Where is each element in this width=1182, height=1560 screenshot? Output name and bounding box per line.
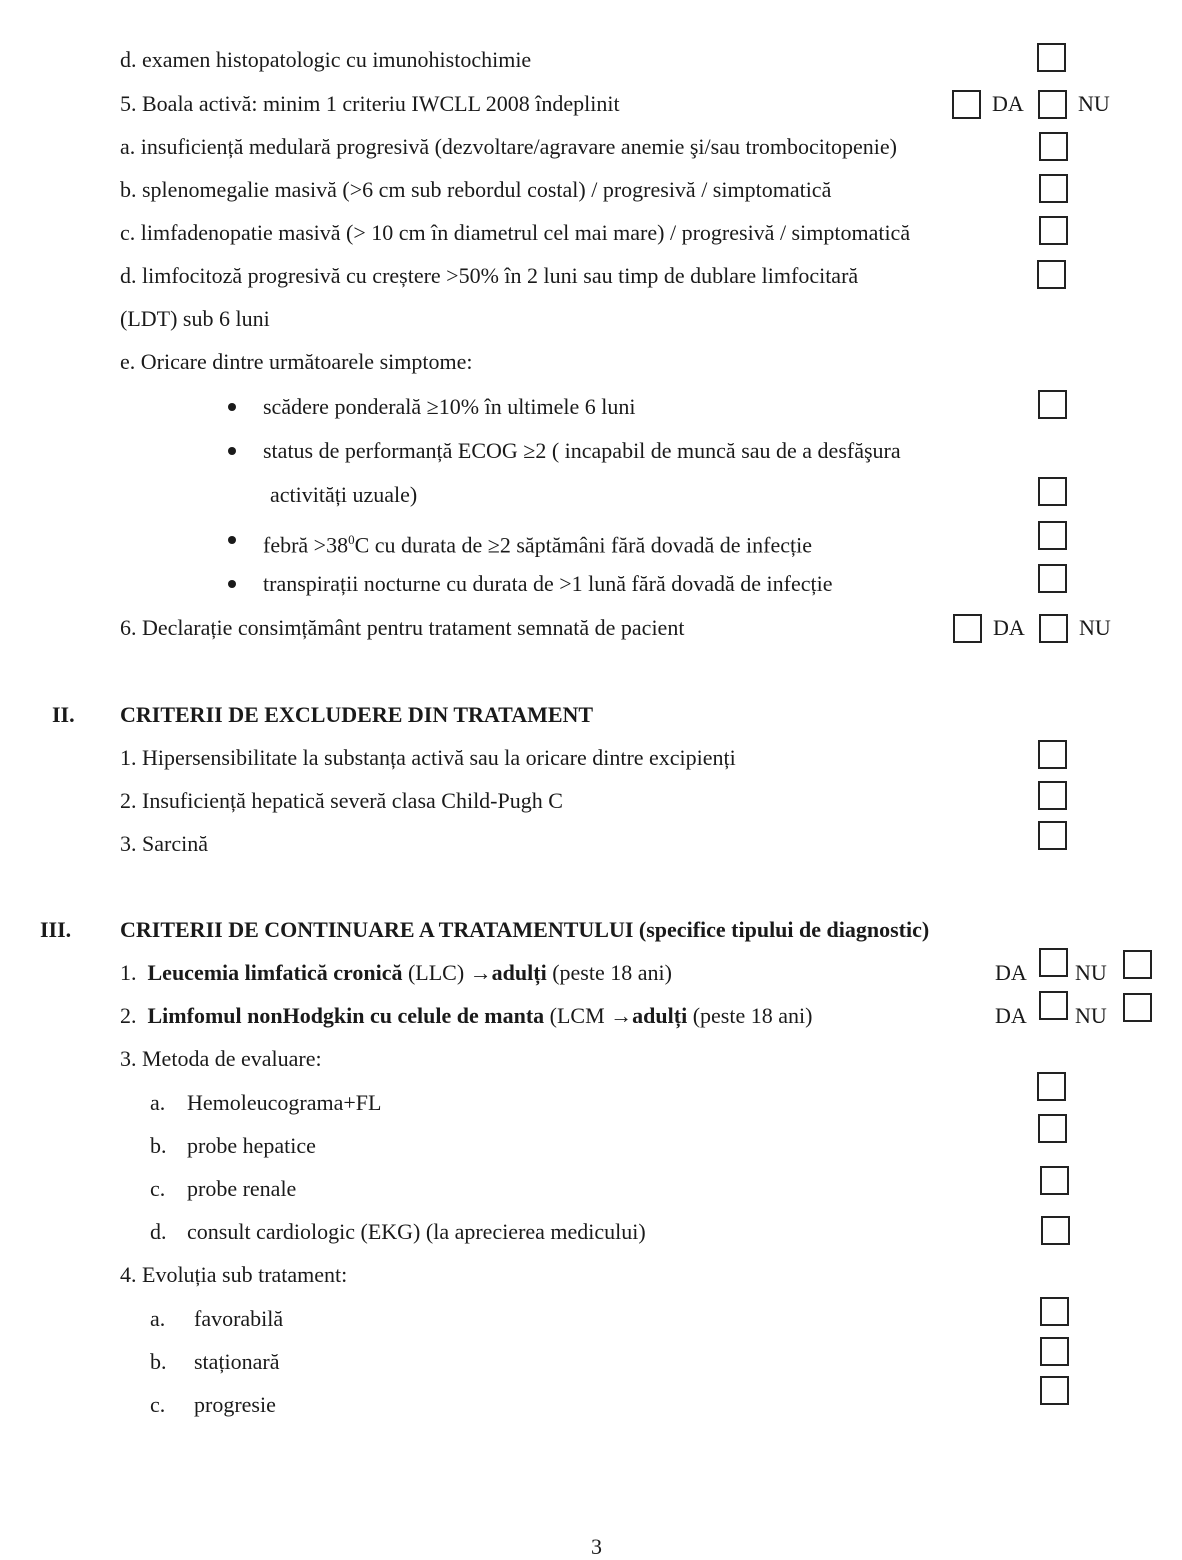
label-nu: NU [1079, 615, 1111, 640]
checkbox-evolution-c[interactable] [1040, 1376, 1069, 1405]
checkbox-llc-nu[interactable] [1123, 950, 1152, 979]
checkbox-eval-a[interactable] [1037, 1072, 1066, 1101]
checkbox-lcm-da[interactable] [1039, 991, 1068, 1020]
label-da: DA [993, 615, 1025, 640]
checkbox-evolution-b[interactable] [1040, 1337, 1069, 1366]
symptom-night-sweats: transpirații nocturne cu durata de >1 lună fără dovadă de infecție [263, 571, 833, 596]
item-5c: c. limfadenopatie masivă (> 10 cm în diametrul cel mai mare) / progresivă / simptomatică [120, 220, 911, 245]
label-da: DA [995, 960, 1027, 985]
checkbox-6-da[interactable] [953, 614, 982, 643]
checkbox-6-nu[interactable] [1039, 614, 1068, 643]
eval-letter: b. [150, 1133, 167, 1158]
section-ii-numeral: II. [52, 702, 75, 727]
checkbox-5b[interactable] [1039, 174, 1068, 203]
symptom-ecog-line2: activități uzuale) [270, 482, 418, 507]
item-5: 5. Boala activă: minim 1 criteriu IWCLL 2008 îndeplinit [120, 91, 620, 116]
checkbox-lcm-nu[interactable] [1123, 993, 1152, 1022]
symptom-fever: febră $>38^0C$ cu durata de ≥2 săptămâni fără dovadă de infecție [263, 532, 812, 558]
item-5d-line2: (LDT) sub 6 luni [120, 306, 270, 331]
label-da: DA [992, 91, 1024, 116]
checkbox-eval-d[interactable] [1041, 1216, 1070, 1245]
continuation-item-lcm: 2. Limfomul nonHodgkin cu celule de manta (LCM →adulți (peste 18 ani) [120, 1003, 813, 1028]
checkbox-5d[interactable] [1037, 260, 1066, 289]
symptom-ecog-line1: status de performanță ECOG ≥2 ( incapabil de muncă sau de a desfăşura [263, 438, 901, 463]
section-iii-numeral: III. [40, 917, 72, 942]
checkbox-4d[interactable] [1037, 43, 1066, 72]
section-ii-title: CRITERII DE EXCLUDERE DIN TRATAMENT [120, 702, 594, 727]
evolution-item: favorabilă [194, 1306, 284, 1331]
label-nu: NU [1075, 1003, 1107, 1028]
item-4d: d. examen histopatologic cu imunohistochimie [120, 47, 532, 72]
evolution-letter: a. [150, 1306, 166, 1331]
item-5d-line1: d. limfocitoză progresivă cu creștere >50% în 2 luni sau timp de dublare limfocitară [120, 263, 859, 288]
page-number: 3 [591, 1534, 602, 1559]
exclusion-item: 3. Sarcină [120, 831, 208, 856]
checkbox-eval-b[interactable] [1038, 1114, 1067, 1143]
eval-item: probe hepatice [187, 1133, 316, 1158]
eval-letter: d. [150, 1219, 167, 1244]
eval-item: Hemoleucograma+FL [187, 1090, 382, 1115]
checkbox-5-da[interactable] [952, 90, 981, 119]
label-nu: NU [1075, 960, 1107, 985]
bullet [228, 536, 236, 544]
checkbox-exclusion-1[interactable] [1038, 740, 1067, 769]
item-5e: e. Oricare dintre următoarele simptome: [120, 349, 473, 374]
item-6: 6. Declarație consimțământ pentru tratament semnată de pacient [120, 615, 685, 640]
checkbox-evolution-a[interactable] [1040, 1297, 1069, 1326]
checkbox-symptom-2[interactable] [1038, 477, 1067, 506]
checkbox-symptom-4[interactable] [1038, 564, 1067, 593]
checkbox-symptom-1[interactable] [1038, 390, 1067, 419]
checkbox-exclusion-2[interactable] [1038, 781, 1067, 810]
continuation-item-llc: 1. Leucemia limfatică cronică (LLC) →adulți (peste 18 ani) [120, 960, 672, 985]
symptom-weight-loss: scădere ponderală ≥10% în ultimele 6 luni [263, 394, 636, 419]
item-5b: b. splenomegalie masivă (>6 cm sub rebordul costal) / progresivă / simptomatică [120, 177, 832, 202]
item-evaluation-method: 3. Metoda de evaluare: [120, 1046, 322, 1071]
eval-letter: c. [150, 1176, 166, 1201]
evolution-item: staționară [194, 1349, 280, 1374]
bullet [228, 447, 236, 455]
checkbox-llc-da[interactable] [1039, 948, 1068, 977]
bullet [228, 403, 236, 411]
checkbox-eval-c[interactable] [1040, 1166, 1069, 1195]
exclusion-item: 1. Hipersensibilitate la substanța activă sau la oricare dintre excipienți [120, 745, 736, 770]
item-5a: a. insuficiență medulară progresivă (dezvoltare/agravare anemie şi/sau trombocitopenie) [120, 134, 897, 159]
item-evolution: 4. Evoluția sub tratament: [120, 1262, 348, 1287]
label-da: DA [995, 1003, 1027, 1028]
evolution-item: progresie [194, 1392, 276, 1417]
checkbox-5c[interactable] [1039, 216, 1068, 245]
label-nu: NU [1078, 91, 1110, 116]
checkbox-exclusion-3[interactable] [1038, 821, 1067, 850]
checkbox-5a[interactable] [1039, 132, 1068, 161]
checkbox-5-nu[interactable] [1038, 90, 1067, 119]
eval-item: probe renale [187, 1176, 297, 1201]
eval-item: consult cardiologic (EKG) (la aprecierea medicului) [187, 1219, 646, 1244]
exclusion-item: 2. Insuficiență hepatică severă clasa Child-Pugh C [120, 788, 563, 813]
checkbox-symptom-3[interactable] [1038, 521, 1067, 550]
bullet [228, 580, 236, 588]
evolution-letter: c. [150, 1392, 166, 1417]
eval-letter: a. [150, 1090, 166, 1115]
section-iii-title: CRITERII DE CONTINUARE A TRATAMENTULUI (specifice tipului de diagnostic) [120, 917, 930, 942]
evolution-letter: b. [150, 1349, 167, 1374]
